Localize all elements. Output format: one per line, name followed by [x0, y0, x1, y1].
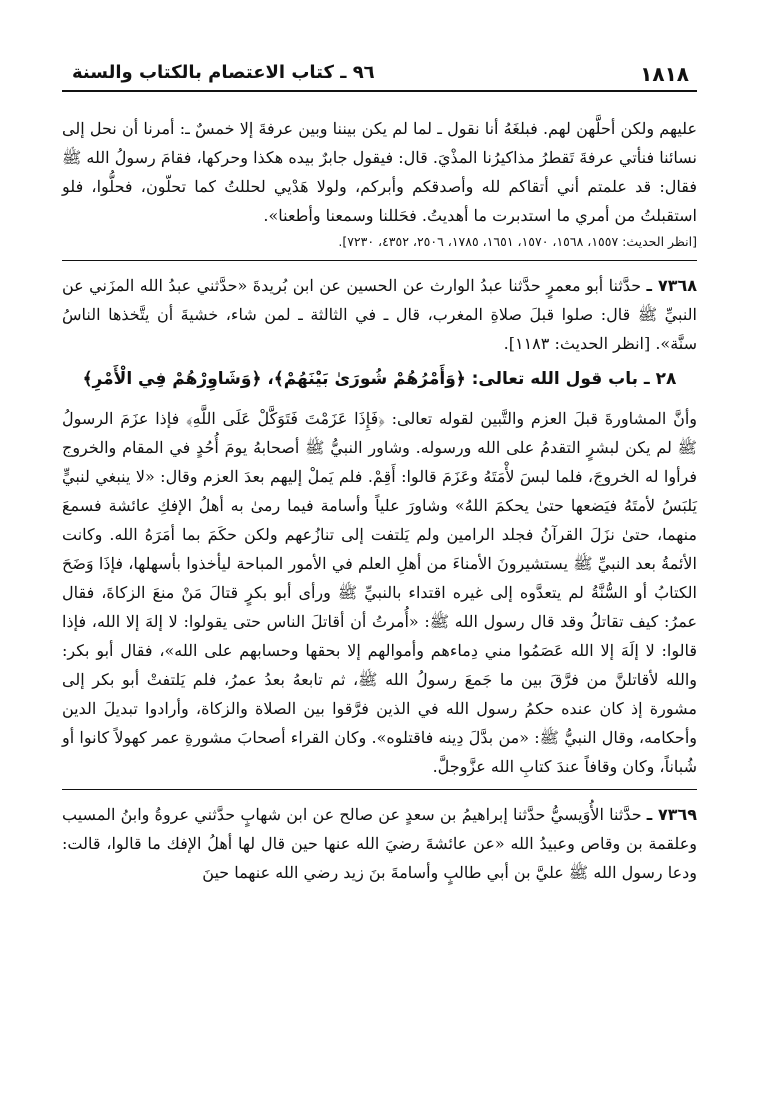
hadith-7368: [62, 271, 697, 358]
hadith-number: ٧٣٦٩ ـ: [646, 805, 697, 824]
hadith-text: حدَّثنا الأُوَيسيُّ حدَّثنا إبراهيمُ بن سعدٍ عن صالح عن ابن شهابٍ حدَّثني عروةُ وابنُ المسيب وعلقمة بن وقاص وعبيدُ الله «عن عائشةَ رضيَ الله عنها حين قال لها أهلُ الإفك ما قالوا، قالت: ودعا رسول الله ﷺ عليَّ بن أبي طالبٍ وأسامةَ بنَ زيد رضي الله عنهما حينَ: [62, 805, 697, 882]
hadith-7369: [62, 800, 697, 887]
section-divider: [62, 789, 697, 790]
hadith-continuation-text: عليهم ولكن أحلَّهن لهم. فبلغَهُ أنا نقول ـ لما لم يكن بيننا وبين عرفةَ إلا خمسٌ ـ: أمرنا أن نحل إلى نسائنا فنأتي عرفةَ تَقطرُ مذاكيرُنا المذْيَ. قال: فيقول جابرٌ بيده هكذا وحركها، فقامَ رسولُ الله ﷺ فقال: قد علمتم أني أتقاكم لله وأصدقكم وأبركم، ولولا هَدْيي لحللتُ كما تحلّون، فحلُّوا، فلو استقبلتُ من أمري ما استدبرت ما أهديتُ. فحَللنا وسمعنا وأطعنا».: [62, 119, 698, 225]
hadith-cross-reference: [انظر الحديث: ١٥٥٧، ١٥٦٨، ١٥٧٠، ١٦٥١، ١٧٨٥، ٢٥٠٦، ٤٣٥٢، ٧٢٣٠].: [338, 234, 697, 249]
hadith-text: حدَّثنا أبو معمرٍ حدَّثنا عبدُ الوارث عن الحسين عن ابن بُريدةَ «حدَّثني عبدُ الله المزَني عن النبيِّ ﷺ قال: صلوا قبلَ صلاةِ المغرب، قال ـ في الثالثة ـ لمن شاء، خشيةَ أن يتَّخذها الناسُ سنَّة». [انظر الحديث: ١١٨٣].: [62, 276, 697, 353]
hadith-number: ٧٣٦٨ ـ: [646, 276, 697, 295]
running-title: ٩٦ ـ كتاب الاعتصام بالكتاب والسنة: [72, 62, 375, 83]
page-number: ١٨١٨: [640, 62, 689, 86]
section-divider: [62, 260, 697, 261]
page-body: [62, 114, 697, 887]
chapter-heading: ٢٨ ـ باب قول الله تعالى: ﴿وَأَمْرُهُمْ شُورَىٰ بَيْنَهُمْ﴾، ﴿وَشَاوِرْهُمْ فِي الْأَمْرِ﴾: [82, 369, 677, 389]
chapter-commentary-text: وأنَّ المشاورةَ قبلَ العزم والتَّبين لقوله تعالى: ﴿فَإِذَا عَزَمْتَ فَتَوَكَّلْ عَلَى اللَّهِ﴾ فإذا عزَمَ الرسولُ ﷺ لم يكن لبشرٍ التقدمُ على الله ورسوله. وشاور النبيُّ ﷺ أصحابهُ يومَ أُحُدٍ في المقام والخروج فرأوا له الخروجَ، فلما لبسَ لأْمَتَهُ وعَزَمَ قالوا: أَقِمْ. فلم يَملْ إليهم بعدَ العزم وقال: «لا ينبغي لنبيٍّ يَلبَسُ لأمتَهُ فيَضعها حتىٰ يحكمَ اللهُ» وشاورَ علياً وأسامة فيما رمىٰ به أهلُ الإفكِ عائشة فسمعَ منهما، حتىٰ نزَلَ القرآنُ فجلد الرامين ولم يَلتفت إلى تنازُعهم ولكن حكَمَ بما أمَرَهُ الله. وكانت الأئمةُ بعد النبيِّ ﷺ يستشيرونَ الأمناءَ من أهلِ العلم في الأمور المباحة ليأخذوا بأسهلها، فإذَا وَضَحَ الكتابُ أو السُّنَّةُ لم يتعدَّوه إلى غيره اقتداء بالنبيِّ ﷺ ورأى أبو بكرٍ قتالَ مَنْ منعَ الزكاةَ، فقال عمرُ: كيف تقاتلُ وقد قال رسول الله ﷺ: «أُمرتُ أن أقاتلَ الناس حتى يقولوا: لا إلهَ إلا الله، فإذا قالوا: لا إلَهَ إلا الله عَصَمُوا مني دِماءهم وأموالهم إلا بحقها وحسابهم على الله»، فقال أبو بكر: والله لأقاتلنَّ من فرَّقَ بين ما جَمعَ رسولُ الله ﷺ، ثم تابعهُ بعدُ عمرُ، فلم يَلتفتْ أبو بكر إلى مشورة إذ كان عنده حكمُ رسول الله في الذين فرَّقوا بين الصلاة والزكاة، وأرادوا تبديلَ الدين وأحكامه، وقال النبيُّ ﷺ: «من بدَّلَ دِينه فاقتلوه». وكان القراء أصحابَ مشورةِ عمر كهولاً كانوا أو شُباناً، وكان وقافاً عندَ كتابِ الله عزَّوجلَّ.: [62, 409, 698, 776]
page-header: [62, 62, 697, 92]
